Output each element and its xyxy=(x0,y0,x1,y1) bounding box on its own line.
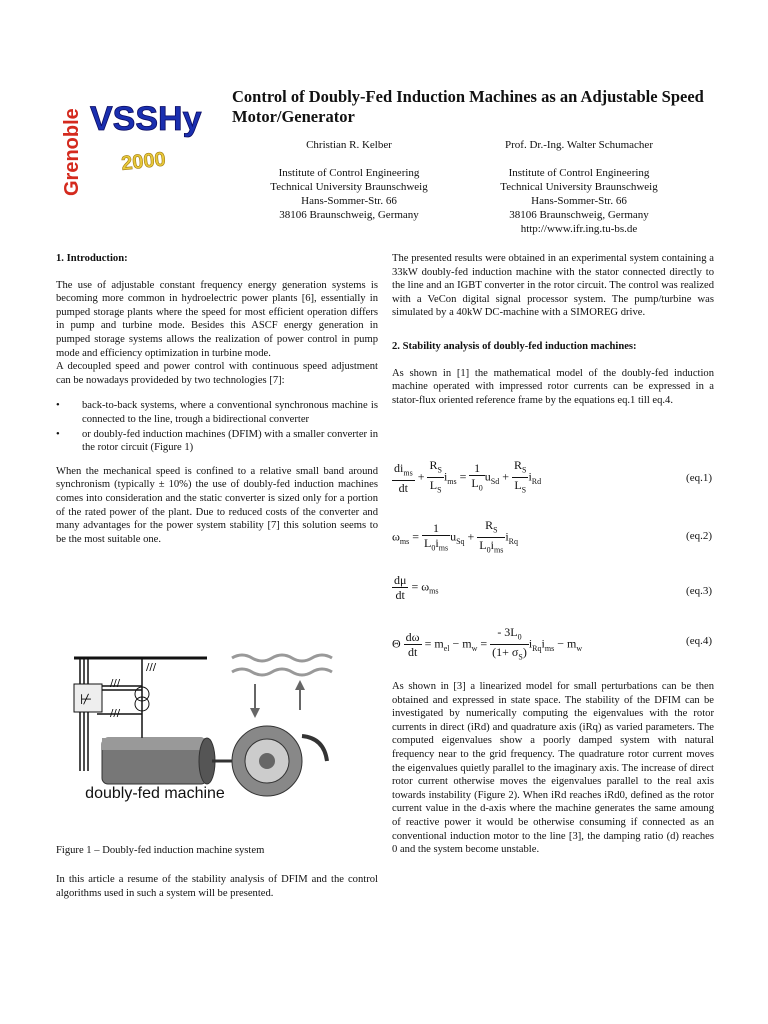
affiliation-line: Institute of Control Engineering xyxy=(278,167,420,179)
figure-1-caption: Figure 1 – Doubly-fed induction machine system xyxy=(56,845,265,856)
paragraph: A decoupled speed and power control with continuous speed adjustment can be nowadays provideded by two technologies [7]: xyxy=(56,361,378,386)
right-column-top xyxy=(392,252,714,419)
paragraph: The use of adjustable constant frequency energy generation systems is becoming more common in hydroelectric power plants [6], essentially in pumped storage plants where the speed for most efficient operation differs in pump and turbine mode. Besides this ASCF energy generation in pumped storage systems allows the realization of power control in pump mode and efficiency optimization in turbine mode. xyxy=(56,279,378,359)
list-item-text: or doubly-fed induction machines (DFIM) with a smaller converter in the rotor circuit (Figure 1) xyxy=(82,428,378,454)
paragraph: As shown in [1] the mathematical model of the doubly-fed induction machine operated with impressed rotor currents can be expressed in a stator-flux oriented reference frame by the equations eq.1 till eq.4. xyxy=(392,367,714,406)
equation-2: $\omega_{ms}$ = $\frac{1}{L_0i_{ms}}$ $u_{Sq}$ + $\frac{R_S}{L_0i_{ms}}$ $i_{Rq}$ (eq.2) xyxy=(392,518,712,555)
figure-1-label: doubly-fed machine xyxy=(85,785,225,802)
logo-city: Grenoble xyxy=(61,108,83,196)
logo-year: 2000 xyxy=(120,148,167,175)
paragraph: The presented results were obtained in an experimental system containing a 33kW doubly-fed induction machine with the stator connected directly to the line and an IGBT converter in the rotor circuit. The control was realized with a VeCon digital signal processor system. The pump/turbine was simulated by a 40kW DC-machine with a SIMOREG drive. xyxy=(392,253,714,319)
author-1 xyxy=(234,138,464,222)
paper-title: Control of Doubly-Fed Induction Machines as an Adjustable Speed Motor/Generator xyxy=(232,87,704,126)
svg-text:///: /// xyxy=(110,678,121,689)
equation-number: (eq.3) xyxy=(686,585,712,597)
affiliation-line: Institute of Control Engineering xyxy=(508,167,650,179)
technology-list xyxy=(56,399,378,454)
svg-text:///: /// xyxy=(110,708,121,719)
author-url[interactable]: http://www.ifr.ing.tu-bs.de xyxy=(520,223,638,235)
affiliation-line: Technical University Braunschweig xyxy=(270,181,428,193)
equation-number: (eq.1) xyxy=(686,472,712,484)
equation-3: $\frac{d\mu}{dt}$ = $\omega_{ms}$ (eq.3) xyxy=(394,573,712,602)
equation-1: $\frac{di_{ms}}{dt}$ + $\frac{R_S}{L_S}$ $i_{ms}$ = $\frac{1}{L_0}$ $u_{Sd}$ + $\frac{R_S}{L_S}$ $i_{Rd}$ (eq.1) xyxy=(394,458,712,496)
svg-text:⊬: ⊬ xyxy=(80,692,93,708)
right-column-bottom xyxy=(392,680,714,869)
equation-number: (eq.4) xyxy=(686,635,712,647)
list-item xyxy=(56,428,378,455)
logo-name: VSSHy xyxy=(90,100,202,138)
equation-number: (eq.2) xyxy=(686,530,712,542)
author-name: Christian R. Kelber xyxy=(306,139,392,151)
left-column xyxy=(56,252,378,558)
svg-text:///: /// xyxy=(146,662,157,673)
section-heading-intro: 1. Introduction: xyxy=(56,253,128,264)
conference-logo xyxy=(56,88,226,200)
author-name: Prof. Dr.-Ing. Walter Schumacher xyxy=(505,139,653,151)
bullet-icon: • xyxy=(56,428,60,440)
list-item-text: back-to-back systems, where a conventional synchronous machine is connected to the line, trough a bidirectional converter xyxy=(82,400,378,425)
affiliation-line: 38106 Braunschweig, Germany xyxy=(509,209,649,221)
equation-4: Θ $\frac{d\omega}{dt}$ = $m_{el} - m_w$ = $\frac{- 3L_0}{(1+ \sigma_S)}$ $i_{Rq}i_{ms} - m_w$ (eq.4) xyxy=(392,625,712,662)
affiliation-line: Hans-Sommer-Str. 66 xyxy=(531,195,627,207)
paragraph: When the mechanical speed is confined to a relative small band around synchronism (typically ± 10%) the use of doubly-fed induction machines comes into consideration and the static converter is sized only for a portion of the rated power of the plant. Due to reduced costs of the converter and many advantages for the power system stability [7] this solution seems to be the most suitable one. xyxy=(56,465,378,545)
author-2 xyxy=(464,138,694,236)
affiliation-line: Technical University Braunschweig xyxy=(500,181,658,193)
affiliation-line: Hans-Sommer-Str. 66 xyxy=(301,195,397,207)
section-heading-stability: 2. Stability analysis of doubly-fed induction machines: xyxy=(392,340,637,352)
left-column-end xyxy=(56,873,378,912)
affiliation-line: 38106 Braunschweig, Germany xyxy=(279,209,419,221)
list-item xyxy=(56,399,378,426)
paragraph: As shown in [3] a linearized model for small perturbations can be then obtained and expressed in state space. The stability of the DFIM can be investigated by numerically computing the eigenvalues with the rotor currents in direct (iRd) and quadrature axis (iRq) as varied parameters. The computed eigenvalues show a poorly damped system with natural frequency near to the grid frequency. The quadrature rotor current moves the eigenvalues quietly parallel to the imaginary axis. The increase of direct rotor current otherwise moves the eigenvalues parallel to the real axis towards instability (Figure 2). When iRd reaches iRd0, defined as the rotor current value in the d-axis where the machine generates the same amoung of reactive power it would be otherwise consuming if connected as an conventional induction motor to the line [3], the damping ratio (d) reaches 0 and the system become unstable. xyxy=(392,681,714,856)
paragraph: In this article a resume of the stability analysis of DFIM and the control algorithms used in such a system will be presented. xyxy=(56,874,378,899)
bullet-icon: • xyxy=(56,400,60,412)
